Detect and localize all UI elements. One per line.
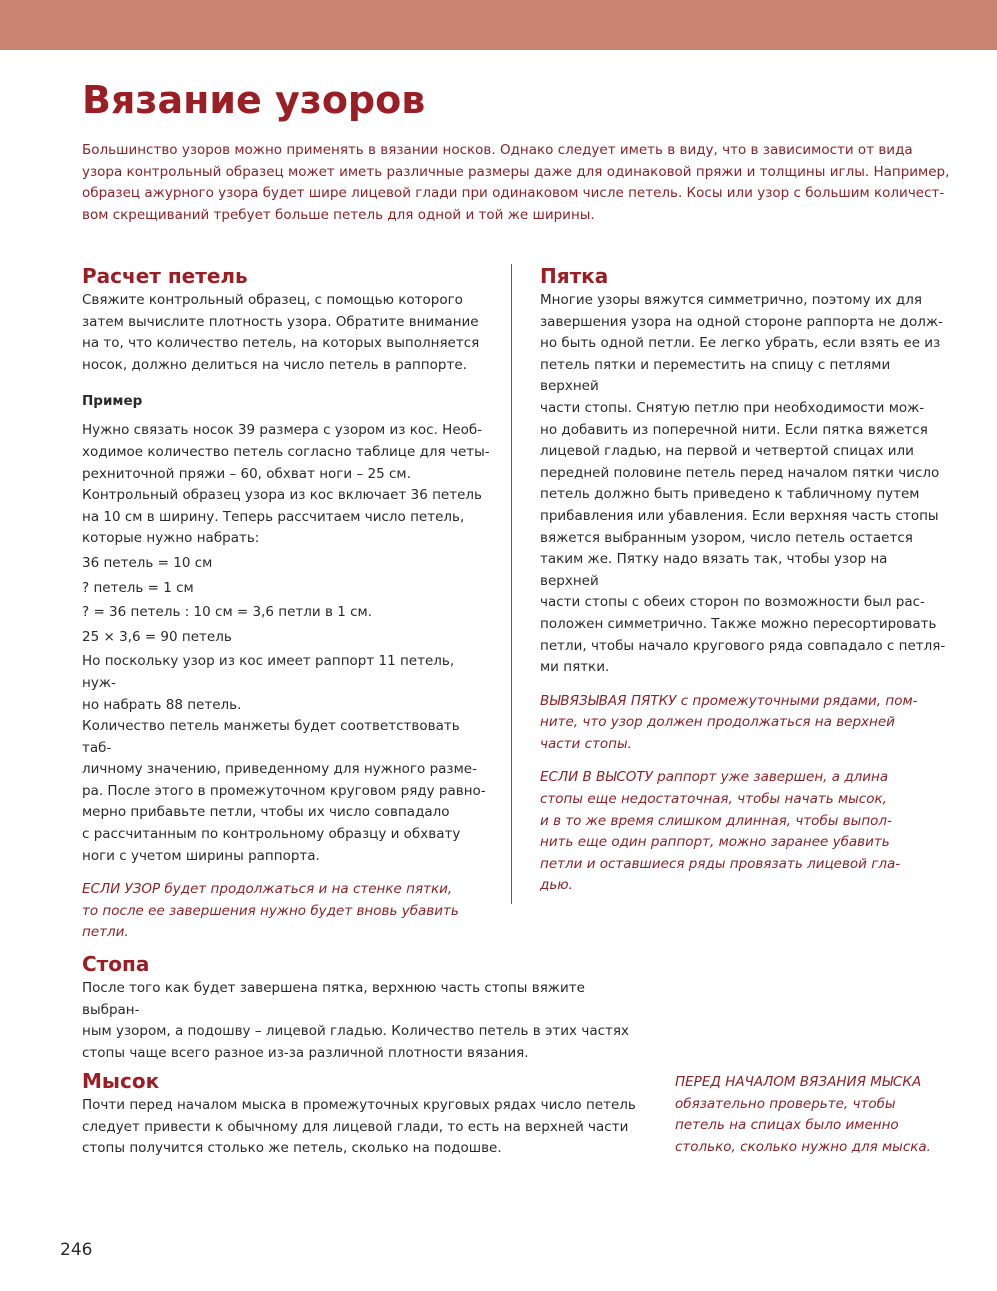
note-line: столько, сколько нужно для мыска. — [675, 1138, 931, 1155]
text-line: ми пятки. — [540, 659, 610, 676]
toe-section — [82, 1067, 642, 1160]
text-line: таким же. Пятку надо вязать так, чтобы узор на верхней — [540, 551, 888, 589]
note-line: дью. — [540, 877, 573, 894]
formula-line: 25 × 3,6 = 90 петель — [82, 628, 232, 645]
text-line: части стопы. Снятую петлю при необходимости мож- — [540, 399, 925, 416]
text-line: мерно прибавьте петли, чтобы их число совпадало — [82, 804, 450, 821]
text-line: Нужно связать носок 39 размера с узором из кос. Необ- — [82, 422, 483, 439]
text-line: затем вычислите плотность узора. Обратите внимание — [82, 313, 479, 330]
toe-paragraph — [82, 1095, 642, 1160]
formula-line: ? = 36 петель : 10 см = 3,6 петли в 1 см. — [82, 604, 372, 621]
text-line: завершения узора на одной стороне раппорта не долж- — [540, 313, 943, 330]
note-line: ЕСЛИ УЗОР будет продолжаться и на стенке пятки, — [82, 881, 453, 898]
result-paragraph — [82, 651, 492, 716]
heel-rows-note — [540, 691, 950, 756]
text-line: Свяжите контрольный образец, с помощью которого — [82, 292, 463, 308]
right-column — [540, 262, 950, 897]
stitch-calculation-paragraph — [82, 290, 492, 376]
intro-line: Большинство узоров можно применять в вязании носков. Однако следует иметь в виду, что в зависимости от вида — [82, 142, 913, 158]
text-line: ным узором, а подошву – лицевой гладью. Количество петель в этих частях — [82, 1023, 629, 1040]
text-line: петли, чтобы начало кругового ряда совпадало с петля- — [540, 637, 946, 654]
intro-line: узора контрольный образец может иметь различные размеры даже для одинаковой пряжи и толщины иглы. Например, — [82, 163, 950, 180]
top-color-band — [0, 0, 997, 50]
section-heading-toe: Мысок — [82, 1069, 160, 1093]
text-line: части стопы с обеих сторон по возможности был рас- — [540, 594, 925, 611]
intro-line: образец ажурного узора будет шире лицевой глади при одинаковом числе петель. Косы или узор с большим количест- — [82, 185, 945, 202]
text-line: ходимое количество петель согласно таблице для четы- — [82, 443, 490, 460]
foot-section — [82, 950, 642, 1064]
section-heading-stitch-calculation: Расчет петель — [82, 264, 248, 288]
text-line: После того как будет завершена пятка, верхнюю часть стопы вяжите выбран- — [82, 980, 585, 1018]
example-subheading: Пример — [82, 393, 143, 410]
column-divider — [511, 264, 512, 904]
note-line: обязательно проверьте, чтобы — [675, 1095, 896, 1112]
text-line: петель должно быть приведено к табличному путем — [540, 486, 920, 503]
section-heading-foot: Стопа — [82, 952, 150, 976]
text-line: Контрольный образец узора из кос включает 36 петель — [82, 487, 482, 504]
note-line: стопы еще недостаточная, чтобы начать мысок, — [540, 791, 887, 808]
note-line: ПЕРЕД НАЧАЛОМ ВЯЗАНИЯ МЫСКА — [675, 1074, 922, 1090]
text-line: следует привести к обычному для лицевой глади, то есть на верхней части — [82, 1118, 629, 1135]
text-line: лицевой гладью, на первой и четвертой спицах или — [540, 443, 914, 460]
note-line: и в то же время слишком длинная, чтобы выпол- — [540, 812, 892, 829]
formula-line: 36 петель = 10 см — [82, 554, 213, 571]
text-line: передней половине петель перед началом пятки число — [540, 464, 940, 481]
note-line: ните, что узор должен продолжаться на верхней — [540, 714, 895, 731]
text-line: стопы получится столько же петель, сколько на подошве. — [82, 1140, 502, 1157]
left-column — [82, 262, 492, 944]
text-line: с рассчитанным по контрольному образцу и обхвату — [82, 826, 461, 843]
text-line: которые нужно набрать: — [82, 530, 260, 547]
note-line: петли и оставшиеся ряды провязать лицевой гла- — [540, 855, 901, 872]
text-line: Почти перед началом мыска в промежуточных круговых рядах число петель — [82, 1097, 636, 1113]
note-line: то после ее завершения нужно будет вновь убавить — [82, 902, 459, 919]
text-line: стопы чаще всего разное из-за различной плотности вязания. — [82, 1044, 529, 1061]
example-paragraph — [82, 420, 492, 550]
intro-line: вом скрещиваний требует больше петель для одной и той же ширины. — [82, 206, 595, 223]
text-line: положен симметрично. Также можно пересортировать — [540, 615, 937, 632]
text-line: Но поскольку узор из кос имеет раппорт 11 петель, нуж- — [82, 653, 455, 691]
note-line: ЕСЛИ В ВЫСОТУ раппорт уже завершен, а длина — [540, 769, 889, 786]
page-number: 246 — [60, 1240, 93, 1260]
text-line: Многие узоры вяжутся симметрично, поэтому их для — [540, 292, 923, 308]
text-line: рехниточной пряжи – 60, обхват ноги – 25 см. — [82, 465, 411, 482]
foot-paragraph — [82, 978, 642, 1064]
note-line: части стопы. — [540, 735, 632, 752]
cuff-paragraph — [82, 716, 492, 867]
text-line: Количество петель манжеты будет соответствовать таб- — [82, 718, 460, 756]
intro-paragraph — [82, 140, 952, 226]
heel-paragraph — [540, 290, 950, 679]
text-line: вяжется выбранным узором, число петель остается — [540, 529, 913, 546]
text-line: но добавить из поперечной нити. Если пятка вяжется — [540, 421, 928, 438]
text-line: прибавления или убавления. Если верхняя часть стопы — [540, 507, 939, 524]
text-line: ра. После этого в промежуточном круговом ряду равно- — [82, 782, 486, 799]
note-line: петли. — [82, 924, 129, 941]
note-line: нить еще один раппорт, можно заранее убавить — [540, 834, 890, 851]
text-line: носок, должно делиться на число петель в раппорте. — [82, 356, 467, 373]
section-heading-heel: Пятка — [540, 264, 609, 288]
text-line: личному значению, приведенному для нужного разме- — [82, 761, 477, 778]
page-title: Вязание узоров — [82, 78, 426, 122]
text-line: но набрать 88 петель. — [82, 696, 242, 713]
text-line: петель пятки и переместить на спицу с петлями верхней — [540, 356, 891, 395]
text-line: но быть одной петли. Ее легко убрать, если взять ее из — [540, 335, 941, 352]
formula-line: ? петель = 1 см — [82, 579, 194, 596]
text-line: ноги с учетом ширины раппорта. — [82, 847, 320, 864]
repeat-height-note — [540, 767, 950, 897]
toe-check-note — [675, 1072, 955, 1158]
note-line: ВЫВЯЗЫВАЯ ПЯТКУ с промежуточными рядами, пом- — [540, 692, 918, 709]
text-line: на то, что количество петель, на которых выполняется — [82, 335, 480, 352]
heel-pattern-note — [82, 879, 492, 944]
note-line: петель на спицах было именно — [675, 1117, 899, 1134]
text-line: на 10 см в ширину. Теперь рассчитаем число петель, — [82, 508, 465, 525]
